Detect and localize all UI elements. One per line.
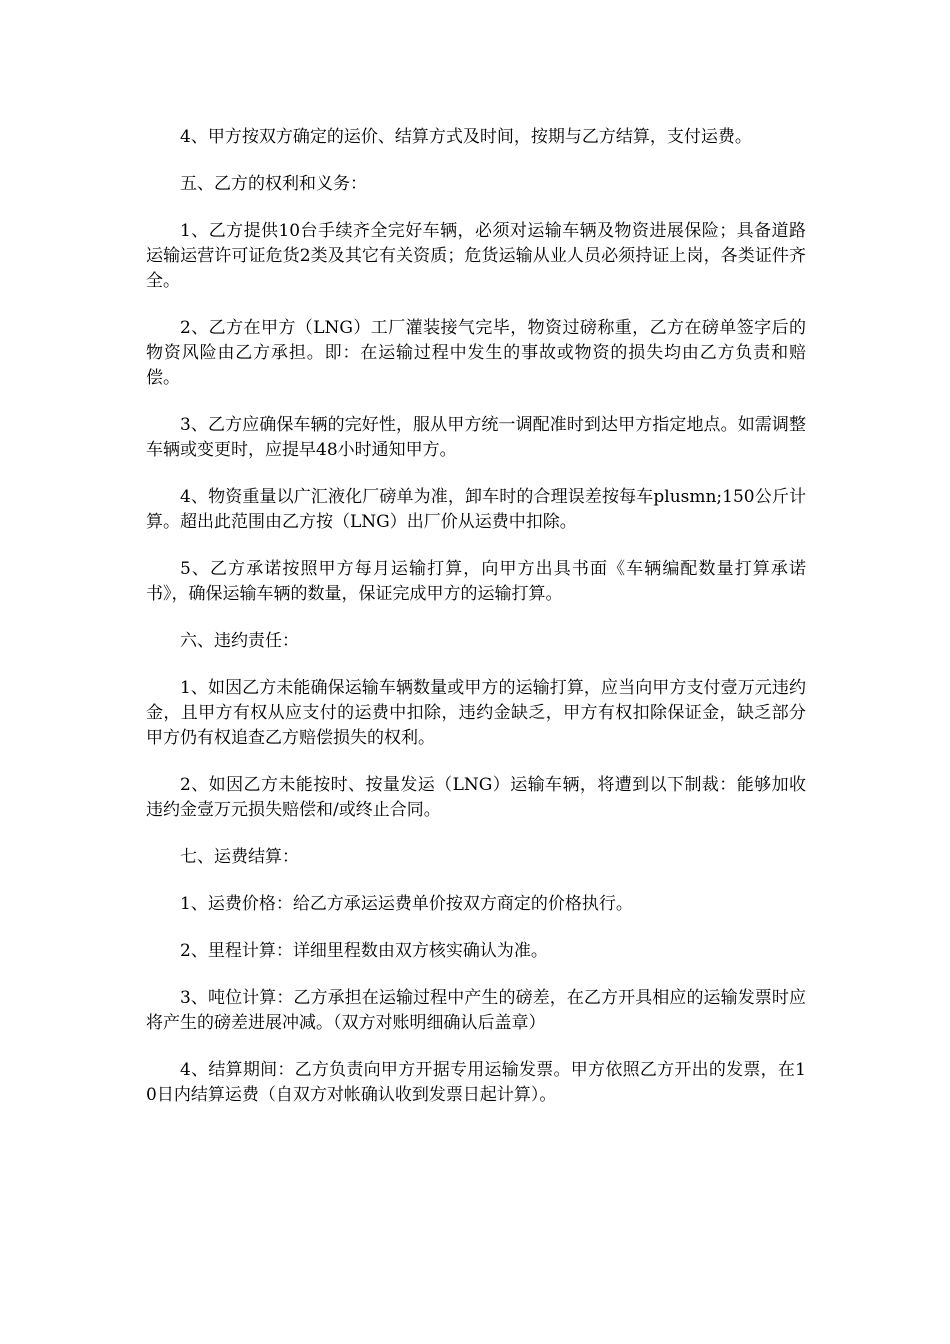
clause-paragraph: 1、乙方提供10台手续齐全完好车辆，必须对运输车辆及物资进展保险；具备道路运输运营许可证危货2类及其它有关资质；危货运输从业人员必须持证上岗，各类证件齐全。 [146, 221, 806, 291]
section-heading: 六、违约责任： [180, 631, 299, 651]
clause-paragraph: 4、结算期间：乙方负责向甲方开据专用运输发票。甲方依照乙方开出的发票，在10日内结算运费（自双方对帐确认收到发票日起计算）。 [146, 1060, 806, 1105]
clause-paragraph: 1、运费价格：给乙方承运运费单价按双方商定的价格执行。 [180, 894, 633, 914]
clause-paragraph: 3、吨位计算：乙方承担在运输过程中产生的磅差，在乙方开具相应的运输发票时应将产生的磅差进展冲减。（双方对账明细确认后盖章） [146, 988, 806, 1033]
clause-paragraph: 4、物资重量以广汇液化厂磅单为准，卸车时的合理误差按每车plusmn;150公斤计算。超出此范围由乙方按（LNG）出厂价从运费中扣除。 [146, 487, 806, 532]
document-page [146, 125, 806, 1130]
clause-paragraph: 2、如因乙方未能按时、按量发运（LNG）运输车辆，将遭到以下制裁：能够加收违约金壹万元损失赔偿和/或终止合同。 [146, 775, 806, 820]
section-heading: 五、乙方的权利和义务： [180, 174, 367, 194]
clause-paragraph: 2、乙方在甲方（LNG）工厂灌装接气完毕，物资过磅称重，乙方在磅单签字后的物资风险由乙方承担。即：在运输过程中发生的事故或物资的损失均由乙方负责和赔偿。 [146, 318, 806, 388]
clause-paragraph: 2、里程计算：详细里程数由双方核实确认为准。 [180, 941, 548, 961]
clause-paragraph: 4、甲方按双方确定的运价、结算方式及时间，按期与乙方结算，支付运费。 [180, 127, 752, 147]
section-heading: 七、运费结算： [180, 847, 299, 867]
clause-paragraph: 5、乙方承诺按照甲方每月运输打算，向甲方出具书面《车辆编配数量打算承诺书》，确保运输车辆的数量，保证完成甲方的运输打算。 [146, 559, 806, 604]
clause-paragraph: 3、乙方应确保车辆的完好性，服从甲方统一调配准时到达甲方指定地点。如需调整车辆或变更时，应提早48小时通知甲方。 [146, 415, 806, 460]
clause-paragraph: 1、如因乙方未能确保运输车辆数量或甲方的运输打算，应当向甲方支付壹万元违约金，且甲方有权从应支付的运费中扣除，违约金缺乏，甲方有权扣除保证金，缺乏部分甲方仍有权追查乙方赔偿损失的权利。 [146, 678, 806, 748]
